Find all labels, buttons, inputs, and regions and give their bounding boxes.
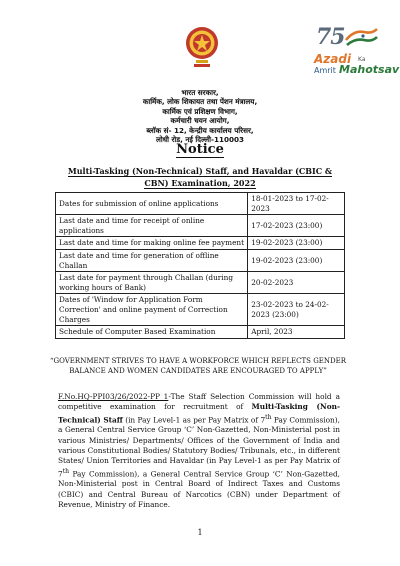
date-cell: 19-02-2023 (23:00)	[248, 237, 345, 250]
file-reference-number: F.No.HQ-PPI03/26/2022-PP_1	[58, 392, 169, 401]
notice-title: Notice	[176, 142, 224, 157]
table-row	[56, 326, 345, 339]
page-number: 1	[197, 528, 203, 537]
address-line: कार्मिक, लोक शिकायत तथा पेंशन मंत्रालय,	[142, 97, 258, 107]
notice-body-paragraph: F.No.HQ-PPI03/26/2022-PP_1-The Staff Selection Commission will hold a competitive examination for recruitment of Multi-Tasking (Non-Technical) Staff (in Pay Level-1 as per Pay Matrix of 7th Pay Commission), a General Central Service Group ‘C’ Non-Gazetted, Non-Ministerial post in various Ministries/ Departments/ Offices of the Government of India and various Constitutional Bodies/ Statutory Bodies/ Tribunals, etc., in different States/ Union Territories and Havaldar (in Pay Level-1 as per Pay Matrix of 7th Pay Commission), a General Central Service Group ‘C’ Non-Gazetted, Non-Ministerial post in Central Board of Indirect Taxes and Customs (CBIC) and Central Bureau of Narcotics (CBN) under Department of Revenue, Ministry of Finance.	[58, 392, 340, 509]
tricolour-flag-icon	[344, 28, 378, 46]
date-cell: 17-02-2023 (23:00)	[248, 215, 345, 237]
event-cell: Last date and time for generation of offline Challan	[56, 249, 248, 271]
date-cell: 23-02-2023 to 24-02-2023 (23:00)	[248, 294, 345, 326]
table-row	[56, 294, 345, 326]
exam-subject: Multi-Tasking (Non-Technical) Staff, and Havaldar (CBIC & CBN) Examination, 2022	[67, 166, 333, 188]
date-cell: April, 2023	[248, 326, 345, 339]
table-row	[56, 237, 345, 250]
azadi-ka-amrit-mahotsav-logo: 75 Azadi Ka Amrit Mahotsav	[314, 24, 400, 76]
post-name: Multi-Tasking (Non-Technical) Staff	[58, 402, 340, 425]
schedule-table	[55, 192, 345, 339]
event-cell: Last date for payment through Challan (during working hours of Bank)	[56, 272, 248, 294]
office-address	[0, 88, 400, 144]
table-row	[56, 249, 345, 271]
date-cell: 20-02-2023	[248, 272, 345, 294]
ssc-emblem-icon	[185, 26, 219, 70]
table-row	[56, 272, 345, 294]
address-line: ब्लॉक सं- 12, केन्द्रीय कार्यालय परिसर,	[146, 125, 254, 135]
table-row	[56, 215, 345, 237]
date-cell: 18-01-2023 to 17-02-2023	[248, 193, 345, 215]
table-row	[56, 193, 345, 215]
address-line: भारत सरकार,	[181, 88, 219, 97]
gender-balance-motto: “GOVERNMENT STRIVES TO HAVE A WORKFORCE WHICH REFLECTS GENDER BALANCE AND WOMEN CANDIDATES ARE ENCOURAGED TO APPLY”	[49, 357, 347, 375]
event-cell: Dates of 'Window for Application Form Correction' and online payment of Correction Charges	[56, 294, 248, 326]
event-cell: Last date and time for receipt of online applications	[56, 215, 248, 237]
event-cell: Dates for submission of online applications	[56, 193, 248, 215]
address-line: लोधी रोड, नई दिल्ली-110003	[155, 135, 245, 145]
event-cell: Last date and time for making online fee payment	[56, 237, 248, 250]
address-line: कर्मचारी चयन आयोग,	[170, 116, 230, 126]
event-cell: Schedule of Computer Based Examination	[56, 326, 248, 339]
date-cell: 19-02-2023 (23:00)	[248, 249, 345, 271]
address-line: कार्मिक एवं प्रशिक्षण विभाग,	[162, 106, 238, 116]
